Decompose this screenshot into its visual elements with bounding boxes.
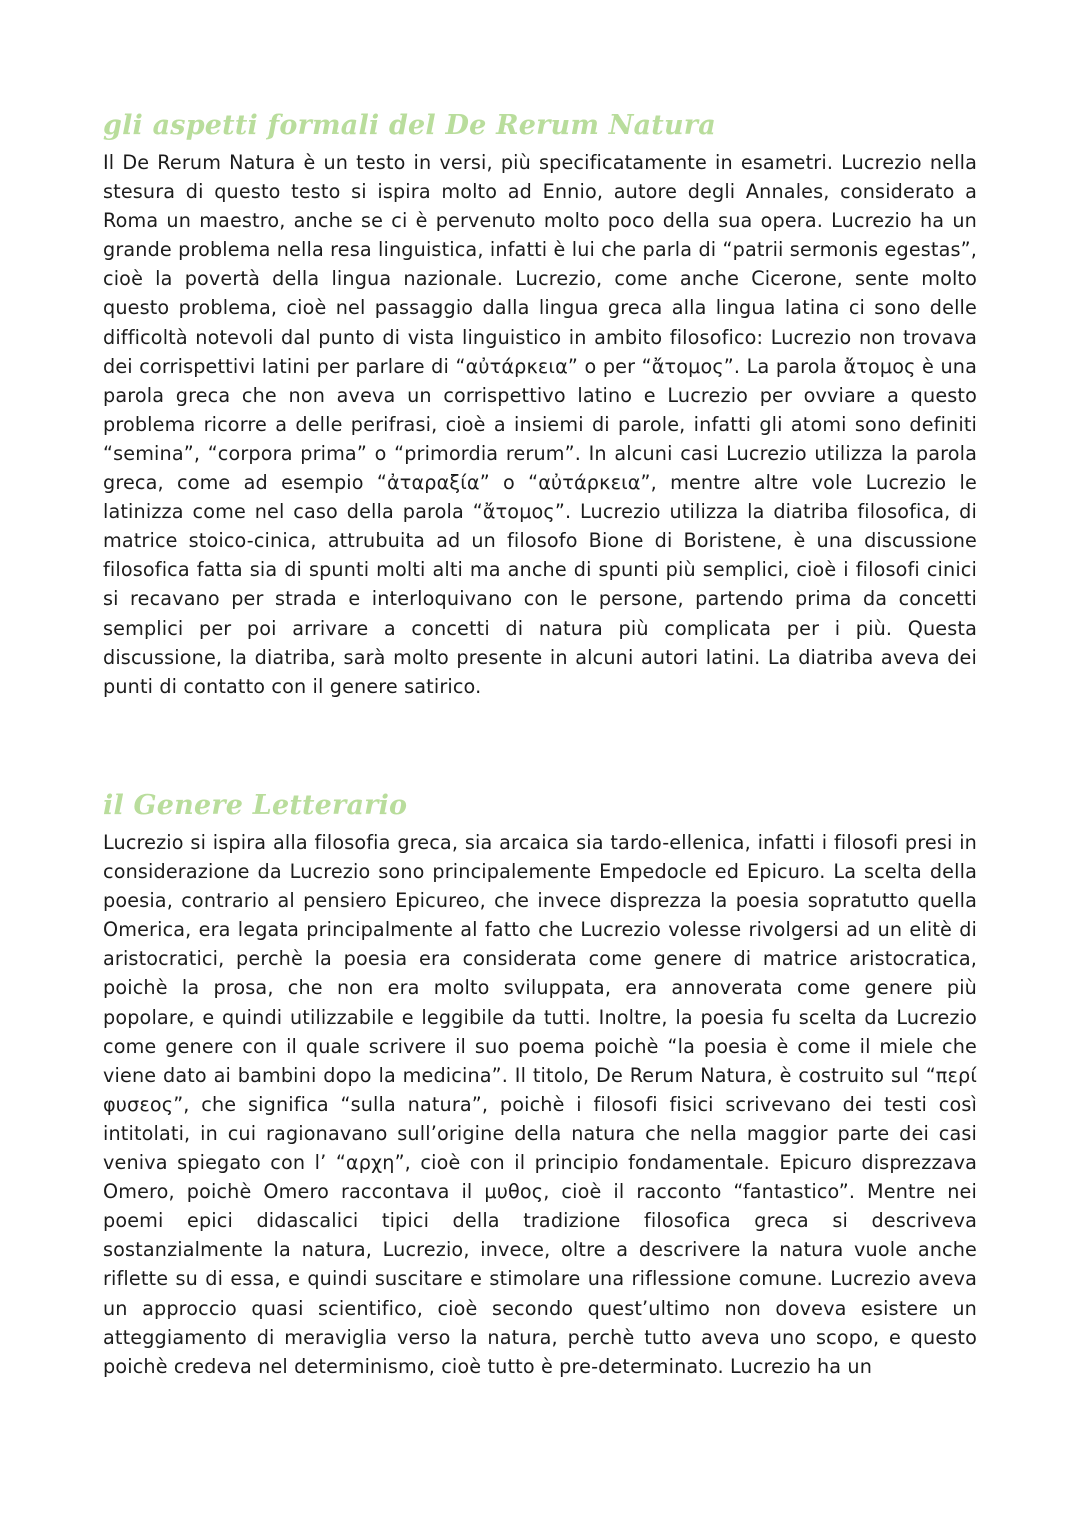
section-genere-letterario bbox=[103, 788, 977, 1381]
section-aspetti-formali bbox=[103, 108, 977, 701]
section-heading: il Genere Letterario bbox=[103, 790, 408, 821]
section-body: Il De Rerum Natura è un testo in versi, più specificatamente in esametri. Lucrezio nella stesura di questo testo si ispira molto ad Ennio, autore degli Annales, considerato a Roma un maestro, anche se ci è pervenuto molto poco della sua opera. Lucrezio ha un grande problema nella resa linguistica, infatti è lui che parla di “patrii sermonis egestas”, cioè la povertà della lingua nazionale. Lucrezio, come anche Cicerone, sente molto questo problema, cioè nel passaggio dalla lingua greca alla lingua latina ci sono delle difficoltà notevoli dal punto di vista linguistico in ambito filosofico: Lucrezio non trovava dei corrispettivi latini per parlare di “αὐτάρκεια” o per “ἄτομος”. La parola ἄτομος è una parola greca che non aveva un corrispettivo latino e Lucrezio per ovviare a questo problema ricorre a delle perifrasi, cioè a insiemi di parole, infatti gli atomi sono definiti “semina”, “corpora prima” o “primordia rerum”. In alcuni casi Lucrezio utilizza la parola greca, come ad esempio “ἀταραξία” o “αὐτάρκεια”, mentre altre vole Lucrezio le latinizza come nel caso della parola “ἄτομος”. Lucrezio utilizza la diatriba filosofica, di matrice stoico-cinica, attrubuita ad un filosofo Bione di Boristene, è una discussione filosofica fatta sia di spunti molti alti ma anche di spunti più semplici, cioè i filosofi cinici si recavano per strada e interloquivano con le persone, partendo prima da concetti semplici per poi arrivare a concetti di natura più complicata per i più. Questa discussione, la diatriba, sarà molto presente in alcuni autori latini. La diatriba aveva dei punti di contatto con il genere satirico. bbox=[103, 151, 977, 698]
section-heading: gli aspetti formali del De Rerum Natura bbox=[103, 110, 716, 141]
section-body: Lucrezio si ispira alla filosofia greca, sia arcaica sia tardo-ellenica, infatti i filosofi presi in considerazione da Lucrezio sono principalemente Empedocle ed Epicuro. La scelta della poesia, contrario al pensiero Epicureo, che invece disprezza la poesia sopratutto quella Omerica, era legata principalmente al fatto che Lucrezio volesse rivolgersi ad un elitè di aristocratici, perchè la poesia era considerata come genere di matrice aristocratica, poichè la prosa, che non era molto sviluppata, era annoverata come genere più popolare, e quindi utilizzabile e leggibile da tutti. Inoltre, la poesia fu scelta da Lucrezio come genere con il quale scrivere il suo poema poichè “la poesia è come il miele che viene dato ai bambini dopo la medicina”. Il titolo, De Rerum Natura, è costruito sul “περί φυσεος”, che significa “sulla natura”, poichè i filosofi fisici scrivevano dei testi così intitolati, in cui ragionavano sull’origine della natura che nella maggior parte dei casi veniva spiegato con l’ “αρχη”, cioè con il principio fondamentale. Epicuro disprezzava Omero, poichè Omero raccontava il μυθος, cioè il racconto “fantastico”. Mentre nei poemi epici didascalici tipici della tradizione filosofica greca si descriveva sostanzialmente la natura, Lucrezio, invece, oltre a descrivere la natura vuole anche riflette su di essa, e quindi suscitare e stimolare una riflessione comune. Lucrezio aveva un approccio quasi scientifico, cioè secondo quest’ultimo non doveva esistere un atteggiamento di meraviglia verso la natura, perchè tutto aveva uno scopo, e questo poichè credeva nel determinismo, cioè tutto è pre-determinato. Lucrezio ha un bbox=[103, 831, 977, 1378]
